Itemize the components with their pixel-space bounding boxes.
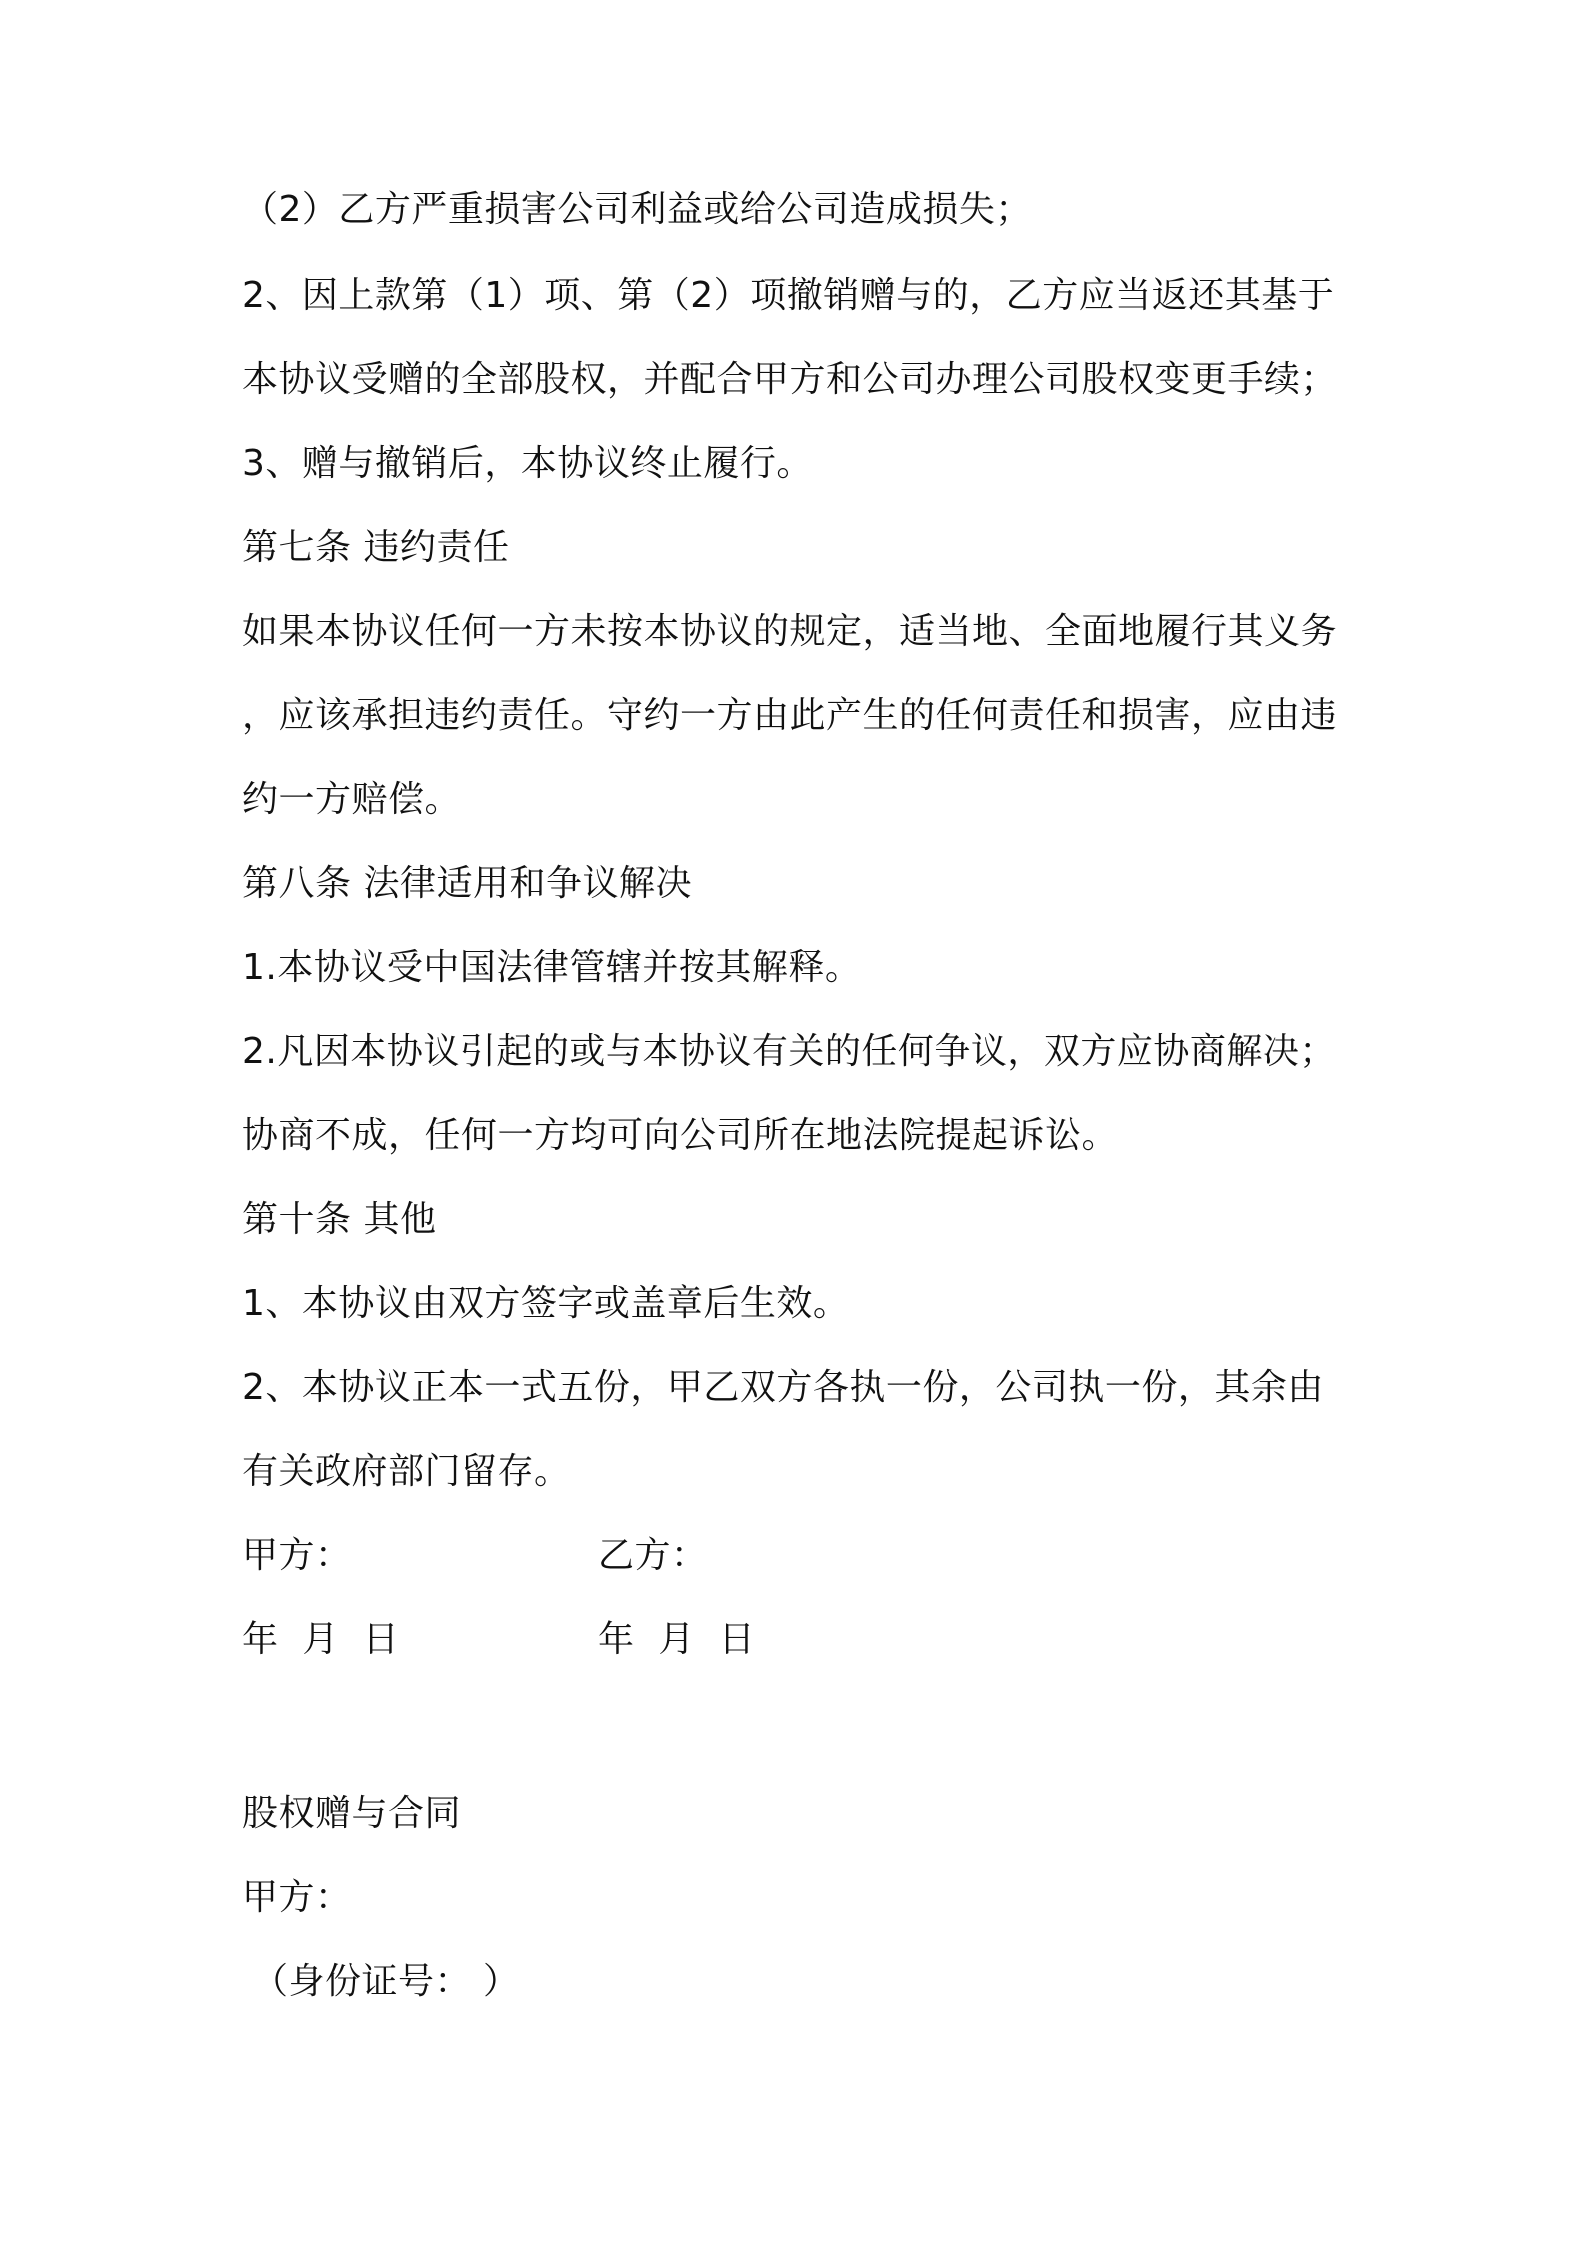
party-b-signature-label: 乙方： [598, 1535, 708, 1576]
clause-point-3: 3、赠与撤销后，本协议终止履行。 [242, 443, 813, 484]
article-8-point-1: 1.本协议受中国法律管辖并按其解释。 [242, 947, 862, 988]
article-10-heading: 第十条 其他 [242, 1199, 437, 1240]
party-a-date: 年 月 日 [242, 1619, 400, 1660]
clause-point-2-line1: 2、因上款第（1）项、第（2）项撤销赠与的，乙方应当返还其基于 [242, 275, 1335, 316]
article-7-body-line1: 如果本协议任何一方未按本协议的规定，适当地、全面地履行其义务 [242, 611, 1338, 652]
article-10-point-2-line1: 2、本协议正本一式五份，甲乙双方各执一份，公司执一份，其余由 [242, 1367, 1324, 1408]
next-contract-id-number: （身份证号： ） [252, 1961, 520, 2002]
party-a-signature-label: 甲方： [242, 1535, 352, 1576]
article-10-point-1: 1、本协议由双方签字或盖章后生效。 [242, 1283, 850, 1324]
article-8-point-2-line2: 协商不成，任何一方均可向公司所在地法院提起诉讼。 [242, 1115, 1119, 1156]
article-7-heading: 第七条 违约责任 [242, 527, 510, 568]
clause-point-2-line2: 本协议受赠的全部股权，并配合甲方和公司办理公司股权变更手续； [242, 359, 1338, 400]
article-7-body-line3: 约一方赔偿。 [242, 779, 462, 820]
next-contract-party-a-label: 甲方： [242, 1877, 352, 1918]
article-8-heading: 第八条 法律适用和争议解决 [242, 863, 692, 904]
next-contract-title: 股权赠与合同 [242, 1793, 462, 1834]
article-7-body-line2: ，应该承担违约责任。守约一方由此产生的任何责任和损害，应由违 [242, 695, 1338, 736]
article-8-point-2-line1: 2.凡因本协议引起的或与本协议有关的任何争议，双方应协商解决； [242, 1031, 1336, 1072]
article-10-point-2-line2: 有关政府部门留存。 [242, 1451, 571, 1492]
party-b-date: 年 月 日 [598, 1619, 756, 1660]
clause-item-2: （2）乙方严重损害公司利益或给公司造成损失； [242, 189, 1032, 230]
